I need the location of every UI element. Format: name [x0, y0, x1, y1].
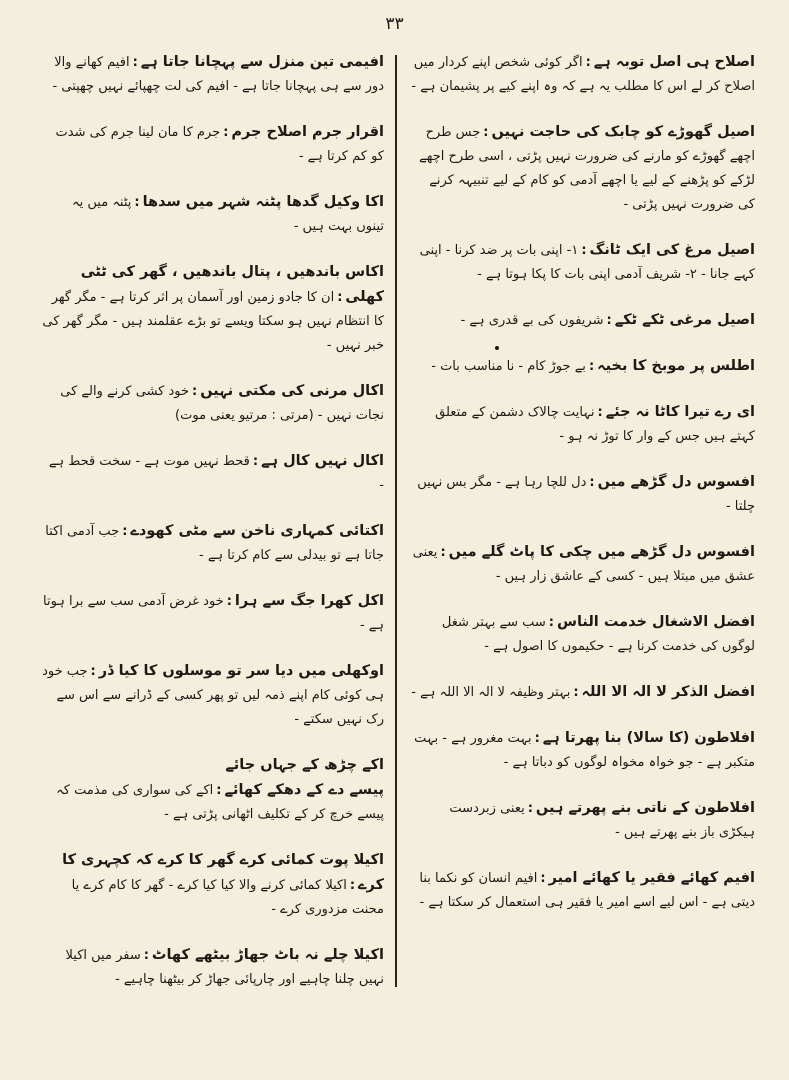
dictionary-entry	[42, 379, 384, 428]
entry-term: اطلس پر موبخ کا بخیہ	[597, 358, 755, 374]
entry-colon: :	[606, 313, 612, 328]
dictionary-entry	[410, 726, 755, 775]
dictionary-entry	[410, 540, 755, 589]
entry-term: اکیلا پوت کمائی کرے گھر کا کرے کہ کچہری کا کرے	[62, 852, 384, 893]
entry-colon: :	[226, 594, 232, 609]
dictionary-entry	[410, 470, 755, 519]
entry-definition: اکیلا کمائی کرنے والا کیا کیا کرے - گھر کا کام کرے یا محنت مزدوری کرے -	[71, 878, 384, 917]
entry-term-second-line: پیسے دے کے دھکے کھائے	[224, 782, 384, 798]
entry-colon: :	[252, 454, 259, 469]
entry-definition: سب سے بہتر شغل لوگوں کی خدمت کرنا ہے - حکیموں کا اصول ہے -	[441, 615, 755, 654]
dictionary-entry	[42, 943, 384, 992]
entry-definition: بہت مغرور ہے - بہت متکبر ہے - جو خواہ مخواہ لوگوں کو دباتا ہے -	[414, 731, 755, 770]
entry-term: اکل کھرا جگ سے ہرا	[234, 593, 384, 609]
entry-definition: جب خود ہی کوئی کام اپنے ذمہ لیں تو پھر کسی کے ڈرانے سے اس سے رک نہیں سکتے -	[42, 664, 384, 727]
entry-colon: :	[134, 195, 140, 210]
dictionary-entry	[410, 680, 755, 705]
entry-term: افیم کھائے فقیر یا کھائے امیر	[548, 870, 755, 886]
entry-definition: خود غرض آدمی سب سے برا ہوتا ہے -	[43, 594, 384, 633]
entry-colon: :	[216, 783, 222, 798]
entry-colon: :	[527, 801, 533, 816]
entry-definition: سفر میں اکیلا نہیں چلنا چاہیے اور چارپائی جھاڑ کر بیٹھنا چاہیے -	[65, 948, 384, 987]
entry-colon: :	[483, 125, 489, 140]
dictionary-entry	[42, 753, 384, 827]
dictionary-entry	[410, 400, 755, 449]
column-divider	[395, 55, 397, 987]
dictionary-entry	[410, 120, 755, 217]
entry-term: اوکھلی میں دیا سر تو موسلوں کا کیا ڈر	[98, 663, 384, 679]
entry-term: اکال نہیں کال ہے	[261, 453, 384, 469]
entry-colon: :	[589, 475, 595, 490]
dictionary-entry	[410, 50, 755, 99]
entry-definition: اکے کی سواری کی مذمت کہ پیسے خرچ کر کے تکلیف اٹھانی پڑتی ہے -	[56, 783, 384, 822]
dictionary-entry	[42, 659, 384, 732]
dictionary-entry	[410, 238, 755, 287]
entry-definition: افیم انسان کو نکما بنا دیتی ہے - اس لیے اسے امیر یا فقیر ہی استعمال کر سکتا ہے -	[419, 871, 755, 910]
entry-colon: :	[143, 948, 149, 963]
entry-definition: ان کا جادو زمین اور آسمان پر اثر کرتا ہے - مگر گھر کا انتظام نہیں ہو سکتا ویسے تو بڑے عقلمند ہیں - مگر گھر کی خبر نہیں -	[42, 290, 384, 353]
entry-term: افیمی تین منزل سے پہچانا جاتا ہے	[140, 54, 384, 70]
entry-colon: :	[90, 664, 96, 679]
dictionary-entry	[410, 354, 755, 379]
dictionary-entry	[42, 190, 384, 239]
entry-colon: :	[132, 55, 138, 70]
entry-term: افضل الذکر لا الہ الا اللہ	[581, 684, 755, 700]
entry-colon: :	[597, 405, 603, 420]
entry-definition: ۱- اپنی بات پر ضد کرنا - اپنی کہے جانا - ۲- شریف آدمی اپنی بات کا پکا ہوتا ہے -	[419, 243, 755, 282]
entry-term: اصیل مرغ کی ایک ٹانگ	[589, 242, 755, 258]
entry-term: افلاطون کے ناتی بنے پھرتے ہیں	[535, 800, 755, 816]
entry-term: افلاطون (کا سالا) بنا پھرتا ہے	[542, 730, 755, 746]
entry-definition: بہتر وظیفہ لا الہ الا اللہ ہے -	[411, 685, 571, 700]
entry-colon: :	[349, 878, 356, 893]
entry-definition: یعنی زبردست ہیکڑی باز بنے پھرتے ہیں -	[449, 801, 755, 840]
entry-term: اصلاح ہی اصل توبہ ہے	[593, 54, 755, 70]
entry-definition: خود کشی کرنے والے کی نجات نہیں - (مرتی : مرتیو یعنی موت)	[60, 384, 384, 423]
entry-definition: قحط نہیں موت ہے - سخت قحط ہے -	[48, 454, 384, 493]
dictionary-entry	[42, 50, 384, 99]
entry-term: اکے چڑھ کے جہاں جائے	[225, 757, 384, 773]
entry-term: اکاس باندھیں ، پتال باندھیں ، گھر کی ٹٹی کھلی	[80, 264, 384, 305]
entry-colon: :	[440, 545, 446, 560]
entry-definition: شریفوں کی بے قدری ہے -	[460, 313, 604, 328]
entry-colon: :	[192, 384, 198, 399]
page-number: ۳۳	[385, 14, 404, 34]
entry-term: افضل الاشغال خدمت الناس	[556, 614, 755, 630]
entry-term: افسوس دل گڑھے میں چکی کا پاٹ گلے میں	[448, 544, 755, 560]
entry-term: اقرار جرم اصلاح جرم	[231, 124, 384, 140]
dictionary-entry	[410, 308, 755, 333]
dictionary-entry	[42, 848, 384, 922]
entry-colon: :	[223, 125, 229, 140]
dictionary-entry	[410, 796, 755, 845]
entry-colon: :	[122, 524, 128, 539]
entry-term: ای رے تیرا کاٹا نہ جئے	[605, 404, 755, 420]
entry-term: اکا وکیل گدھا پٹنہ شہر میں سدھا	[142, 194, 384, 210]
entry-colon: :	[548, 615, 554, 630]
dictionary-entry	[410, 610, 755, 659]
entry-definition: افیم کھانے والا دور سے ہی پہچانا جاتا ہے - افیم کی لت چھپائے نہیں چھپتی -	[52, 55, 384, 94]
dictionary-entry	[410, 866, 755, 915]
dictionary-entry	[42, 120, 384, 169]
entry-term: اصیل مرغی ٹکے ٹکے	[614, 312, 755, 328]
entry-term: اکال مرنی کی مکتی نہیں	[200, 383, 384, 399]
entry-colon: :	[573, 685, 579, 700]
entry-colon: :	[534, 731, 540, 746]
entry-term: اکتائی کمہاری ناخن سے مٹی کھودے	[130, 523, 384, 539]
entry-definition: جرم کا مان لینا جرم کی شدت کو کم کرتا ہے -	[55, 125, 384, 164]
entry-definition: بے جوڑ کام - نا مناسب بات -	[431, 359, 586, 374]
entry-colon: :	[581, 243, 587, 258]
entry-definition: پٹنہ میں یہ تینوں بہت ہیں -	[72, 195, 384, 234]
entry-colon: :	[540, 871, 546, 886]
entry-colon: :	[585, 55, 591, 70]
entry-definition: نہایت چالاک دشمن کے متعلق کہتے ہیں جس کے وار کا توڑ نہ ہو -	[435, 405, 755, 444]
left-column	[42, 50, 384, 1013]
dictionary-entry	[42, 260, 384, 358]
dictionary-entry	[42, 449, 384, 498]
entry-definition: جب آدمی اکتا جاتا ہے تو بیدلی سے کام کرتا ہے -	[45, 524, 384, 563]
right-column	[410, 50, 755, 936]
entry-term: اصیل گھوڑے کو چابک کی حاجت نہیں	[491, 124, 755, 140]
dictionary-entry	[42, 519, 384, 568]
entry-definition: دل للچا رہا ہے - مگر بس نہیں چلتا -	[417, 475, 755, 514]
entry-definition: اگر کوئی شخص اپنے کردار میں اصلاح کر لے اس کا مطلب یہ ہے کہ وہ اپنے کیے پر پشیمان ہے -	[411, 55, 755, 94]
entry-colon: :	[588, 359, 595, 374]
entry-term: اکیلا چلے نہ باٹ جھاڑ بیٹھے کھاٹ	[151, 947, 384, 963]
entry-definition: یعنی عشق میں مبتلا ہیں - کسی کے عاشق زار ہیں -	[412, 545, 755, 584]
stray-ink-dot	[495, 346, 499, 350]
entry-definition: جس طرح اچھے گھوڑے کو مارنے کی ضرورت نہیں پڑتی ، اسی طرح اچھے لڑکے کو پڑھنے کے لیے یا اچھے آدمی کو کام کے لیے تنبیہہ کرنے کی ضرورت نہیں پڑتی -	[419, 125, 755, 212]
entry-colon: :	[337, 290, 343, 305]
entry-term: افسوس دل گڑھے میں	[597, 474, 755, 490]
dictionary-entry	[42, 589, 384, 638]
